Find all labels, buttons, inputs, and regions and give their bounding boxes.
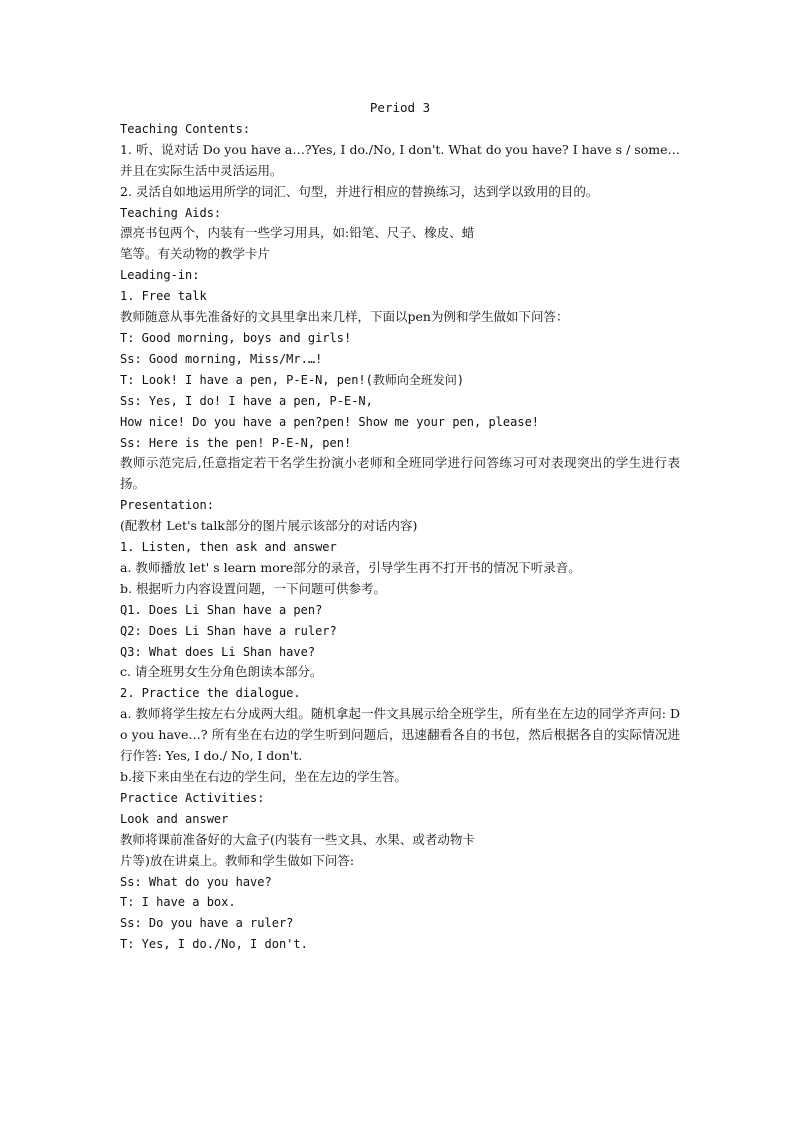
list-item: c. 请全班男女生分角色朗读本部分。 [120,664,323,680]
heading-leading-in: Leading-in: [120,268,200,283]
dialogue-line: Ss: Good morning, Miss/Mr.…! [120,351,323,366]
dialogue-line: Ss: Do you have a ruler? [120,916,294,931]
dialogue-line: Ss: What do you have? [120,874,272,889]
paragraph-presentation-note: (配教材 Let's talk部分的图片展示该部分的对话内容) [120,518,418,534]
dialogue-line: T: Good morning, boys and girls! [120,330,352,345]
subheading-listen: 1. Listen, then ask and answer [120,540,337,555]
heading-teaching-contents: Teaching Contents: [120,121,251,136]
subheading-look-answer: Look and answer [120,811,229,826]
document-body [120,98,680,955]
dialogue-line: Ss: Yes, I do! I have a pen, P-E-N, [120,393,373,408]
dialogue-line: How nice! Do you have a pen?pen! Show me your pen, please! [120,414,540,429]
paragraph-aids-1: 漂亮书包两个，内装有一些学习用具，如:铅笔、尺子、橡皮、蜡 [120,225,475,241]
question-line: Q1. Does Li Shan have a pen? [120,602,323,617]
paragraph-look-answer-1: 教师将课前准备好的大盒子(内装有一些文具、水果、或者动物卡 [120,831,475,847]
document-title: Period 3 [369,100,431,115]
dialogue-line: Ss: Here is the pen! P-E-N, pen! [120,435,352,450]
paragraph-content-1: 1. 听、说对话 Do you have a…?Yes, I do./No, I don't. What do you have? I have s / some…并且在实际生活中灵活运用。 [120,141,680,178]
paragraph-look-answer-2: 片等)放在讲桌上。教师和学生做如下问答: [120,852,355,868]
paragraph-content-2: 2. 灵活自如地运用所学的词汇、句型，并进行相应的替换练习，达到学以致用的目的。 [120,183,599,199]
dialogue-line: T: I have a box. [120,895,236,910]
list-item: a. 教师播放 let' s learn more部分的录音，引导学生再不打开书的情况下听录音。 [120,559,581,575]
dialogue-line: T: Yes, I do./No, I don't. [120,937,308,952]
subheading-practice-dialogue: 2. Practice the dialogue. [120,686,301,701]
question-line: Q3: What does Li Shan have? [120,644,316,659]
paragraph-free-talk-note: 教师示范完后,任意指定若干名学生扮演小老师和全班同学进行问答练习可对表现突出的学生进行表扬。 [120,455,680,492]
heading-teaching-aids: Teaching Aids: [120,205,222,220]
list-item: a. 教师将学生按左右分成两大组。随机拿起一件文具展示给全班学生，所有坐在左边的同学齐声问: Do you have…? 所有坐在右边的学生听到问题后，迅速翻看各自的书包，然后根据各自的实际情况进行作答: Yes, I do./ No, I don't. [120,706,680,764]
list-item: b.接下来由坐在右边的学生问，坐在左边的学生答。 [120,769,407,784]
heading-presentation: Presentation: [120,498,214,513]
heading-practice-activities: Practice Activities: [120,790,265,805]
question-line: Q2: Does Li Shan have a ruler? [120,623,337,638]
dialogue-line: T: Look! I have a pen, P-E-N, pen!(教师向全班发问) [120,372,465,387]
paragraph-aids-2: 笔等。有关动物的教学卡片 [120,246,271,262]
paragraph-free-talk-intro: 教师随意从事先准备好的文具里拿出来几样，下面以pen为例和学生做如下问答： [120,309,569,325]
subheading-free-talk: 1. Free talk [120,289,207,304]
list-item: b. 根据听力内容设置问题，一下问题可供参考。 [120,580,386,596]
